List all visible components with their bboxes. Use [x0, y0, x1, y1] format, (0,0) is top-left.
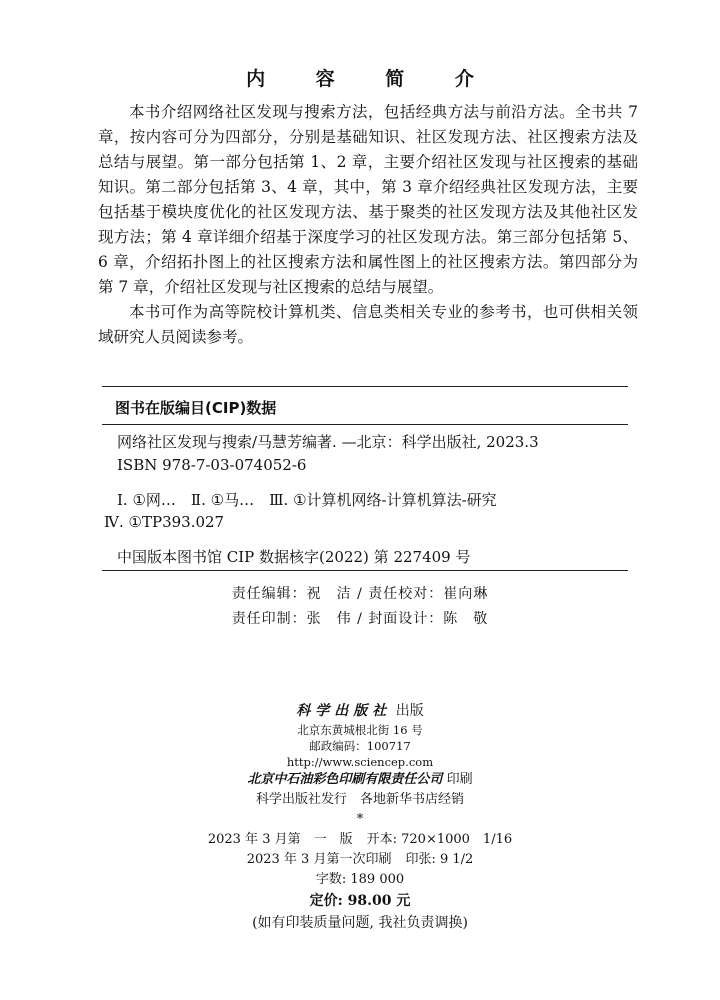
sheets: 印张: 9 1/2 — [405, 852, 474, 867]
cip-record-number: 中国版本图书馆 CIP 数据核字(2022) 第 227409 号 — [117, 548, 471, 566]
cip-class-number: Ⅳ. ①TP393.027 — [104, 513, 225, 531]
intro-title: 内 容 简 介 — [246, 68, 496, 90]
quality-note: (如有印装质量问题, 我社负责调换) — [252, 915, 468, 931]
publisher-url: http://www.sciencep.com — [286, 755, 434, 769]
publisher-suffix: 出版 — [395, 703, 424, 719]
cip-classification: Ⅰ. ①网… Ⅱ. ①马… Ⅲ. ①计算机网络-计算机算法-研究 — [117, 491, 497, 509]
printer-name: 北京中石油彩色印刷有限责任公司 — [247, 772, 443, 787]
separator-star: * — [356, 812, 364, 827]
publisher-name: 科学出版社 — [296, 703, 392, 719]
intro-paragraph-2: 本书可作为高等院校计算机类、信息类相关专业的参考书，也可供相关领域研究人员阅读参考。 — [98, 303, 638, 346]
intro-body — [98, 100, 638, 350]
cip-bibliographic-line: 网络社区发现与搜索/马慧芳编著. —北京：科学出版社, 2023.3 — [117, 433, 539, 451]
edition-line — [0, 830, 720, 850]
cip-isbn: ISBN 978-7-03-074052-6 — [117, 456, 307, 474]
printer-line — [0, 770, 720, 790]
cip-bottom-rule — [102, 570, 628, 571]
credits-printing-cover: 责任印制：张 伟 / 封面设计：陈 敬 — [231, 611, 489, 627]
postcode: 邮政编码：100717 — [309, 739, 411, 753]
imprint-block — [0, 700, 720, 934]
cip-top-rule — [102, 386, 628, 387]
cip-heading: 图书在版编目(CIP)数据 — [115, 399, 277, 417]
publisher-line — [0, 700, 720, 722]
price: 定价: 98.00 元 — [309, 893, 411, 909]
printing: 2023 年 3 月第一次印刷 — [246, 852, 392, 867]
printing-line — [0, 850, 720, 870]
edition: 2023 年 3 月第 一 版 — [207, 832, 353, 847]
credits-editor-proofreader: 责任编辑：祝 洁 / 责任校对：崔向琳 — [231, 586, 489, 602]
distribution-line: 科学出版社发行 各地新华书店经销 — [255, 792, 464, 807]
intro-paragraph-1: 本书介绍网络社区发现与搜索方法，包括经典方法与前沿方法。全书共 7 章，按内容可分为四部分，分别是基础知识、社区发现方法、社区搜索方法及总结与展望。第一部分包括第 1、2 章，主要介绍社区发现与社区搜索的基础知识。第二部分包括第 3、4 章，其中，第 3 章介绍经典社区发现方法，主要包括基于模块度优化的社区发现方法、基于聚类的社区发现方法及其他社区发现方法；第 4 章详细介绍基于深度学习的社区发现方法。第三部分包括第 5、6 章，介绍拓扑图上的社区搜索方法和属性图上的社区搜索方法。第四部分为第 7 章，介绍社区发现与社区搜索的总结与展望。 — [98, 103, 638, 296]
printer-suffix: 印刷 — [446, 772, 473, 787]
publisher-address: 北京东黄城根北街 16 号 — [297, 723, 423, 737]
format: 开本: 720×1000 1/16 — [366, 832, 513, 847]
word-count: 字数: 189 000 — [315, 872, 405, 887]
cip-heading-rule — [102, 424, 628, 425]
